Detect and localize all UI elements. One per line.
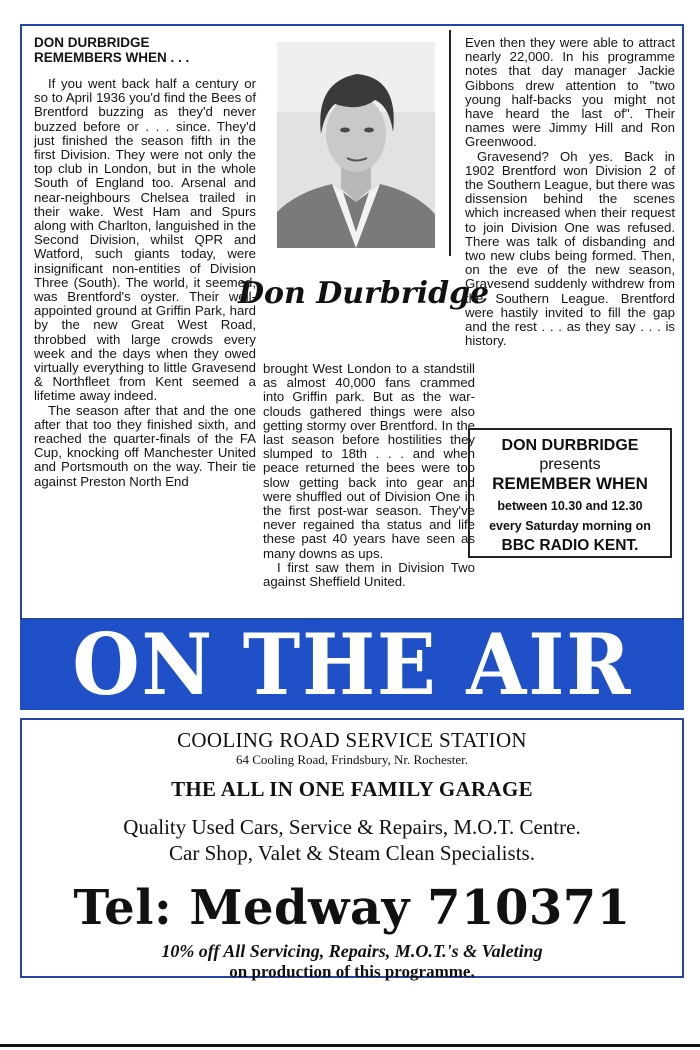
- author-photo: [277, 42, 435, 248]
- headline-line-1: DON DURBRIDGE: [34, 35, 150, 50]
- promo-presents: presents: [539, 456, 601, 473]
- headline-line-2: REMEMBERS WHEN . . .: [34, 49, 190, 65]
- promo-time: between 10.30 and 12.30: [497, 499, 643, 513]
- article-headline: [34, 36, 256, 65]
- page-bottom-rule: [0, 1044, 700, 1047]
- on-the-air-banner: [20, 615, 684, 714]
- promo-day: every Saturday morning on: [489, 519, 651, 533]
- promo-presenter: DON DURBRIDGE: [501, 437, 639, 454]
- article-paragraph: brought West London to a standstill as almost 40,000 fans crammed into Griffin park. But as the war-clouds gathered things were also getting stormy over Brentford. In the last season before hostilities they slumped to 18th . . . and when peace returned the bees were too slow getting back into gear and were shuffled out of Division One in the first post-war season. They've never regained tha status and life these past 40 years have seen as many downs as ups.: [263, 361, 475, 561]
- advert-business-name: COOLING ROAD SERVICE STATION: [177, 728, 527, 752]
- article-column-2: [263, 362, 475, 589]
- article-paragraph: I first saw them in Division Two against Sheffield United.: [263, 559, 475, 590]
- advert-offer: 10% off All Servicing, Repairs, M.O.T.'s & Valeting: [161, 941, 543, 961]
- article-frame: [20, 24, 684, 620]
- article-paragraph: Gravesend? Oh yes. Back in 1902 Brentford won Division 2 of the Southern League, but there was dissension behind the scenes which increased when their request to join Division One was refused. There was talk of disbanding and two new clubs being formed. Then, on the eve of the new season, Gravesend suddenly withdrew from the Southern League. Brentford were hastily invited to fill the gap and the rest . . . as they say . . . is history.: [465, 148, 675, 349]
- promo-show-title: REMEMBER WHEN: [492, 474, 648, 493]
- radio-promo-box: [468, 428, 672, 558]
- portrait-image: [277, 42, 435, 248]
- advert-services-line: Car Shop, Valet & Steam Clean Specialists.: [169, 841, 535, 865]
- banner-title: ON THE AIR: [72, 615, 632, 714]
- advert-address: 64 Cooling Road, Frindsbury, Nr. Rochester.: [235, 752, 469, 767]
- article-column-3: [465, 36, 675, 348]
- article-paragraph: Even then they were able to attract nearly 22,000. In his programme notes that day manager Jackie Gibbons drew attention to "two young half-backs you might not have heard the last of". Their names were Jimmy Hill and Ron Greenwood.: [465, 35, 675, 150]
- garage-advert: [20, 718, 684, 981]
- article-paragraph: The season after that and the one after that too they finished sixth, and reached the quarter-finals of the FA Cup, knocking off Manchester United and Portsmouth on the way. Their tie against Preston North End: [34, 402, 256, 489]
- advert-offer-condition: on production of this programme.: [229, 962, 475, 981]
- advert-services-line: Quality Used Cars, Service & Repairs, M.O.T. Centre.: [123, 815, 581, 839]
- article-column-1: [34, 36, 256, 489]
- advert-telephone: Tel: Medway 710371: [73, 880, 631, 936]
- author-signature: Don Durbridge: [238, 276, 490, 311]
- promo-station: BBC RADIO KENT.: [501, 537, 639, 554]
- advert-tagline: THE ALL IN ONE FAMILY GARAGE: [171, 777, 533, 801]
- article-paragraph: If you went back half a century or so to April 1936 you'd find the Bees of Brentford buzzing as they'd never buzzed before or . . . since. They'd just finished the season fifth in the first Division. They were not only the top club in London, but in the whole South of England too. Arsenal and near-neighbours Chelsea trailed in their wake. West Ham and Spurs along with Charlton, languished in the Second Division, whilst QPR and Watford, such giants today, were insignificant non-entities of Division Three (South). The world, it seemed, was Brentford's oyster. Their well-appointed ground at Griffin Park, hard by the new Great West Road, throbbed with large crowds every week and the days when they owed virtually everything to little Gravesend & Northfleet from Kent seemed a lifetime away indeed.: [34, 76, 256, 404]
- column-divider: [449, 30, 451, 256]
